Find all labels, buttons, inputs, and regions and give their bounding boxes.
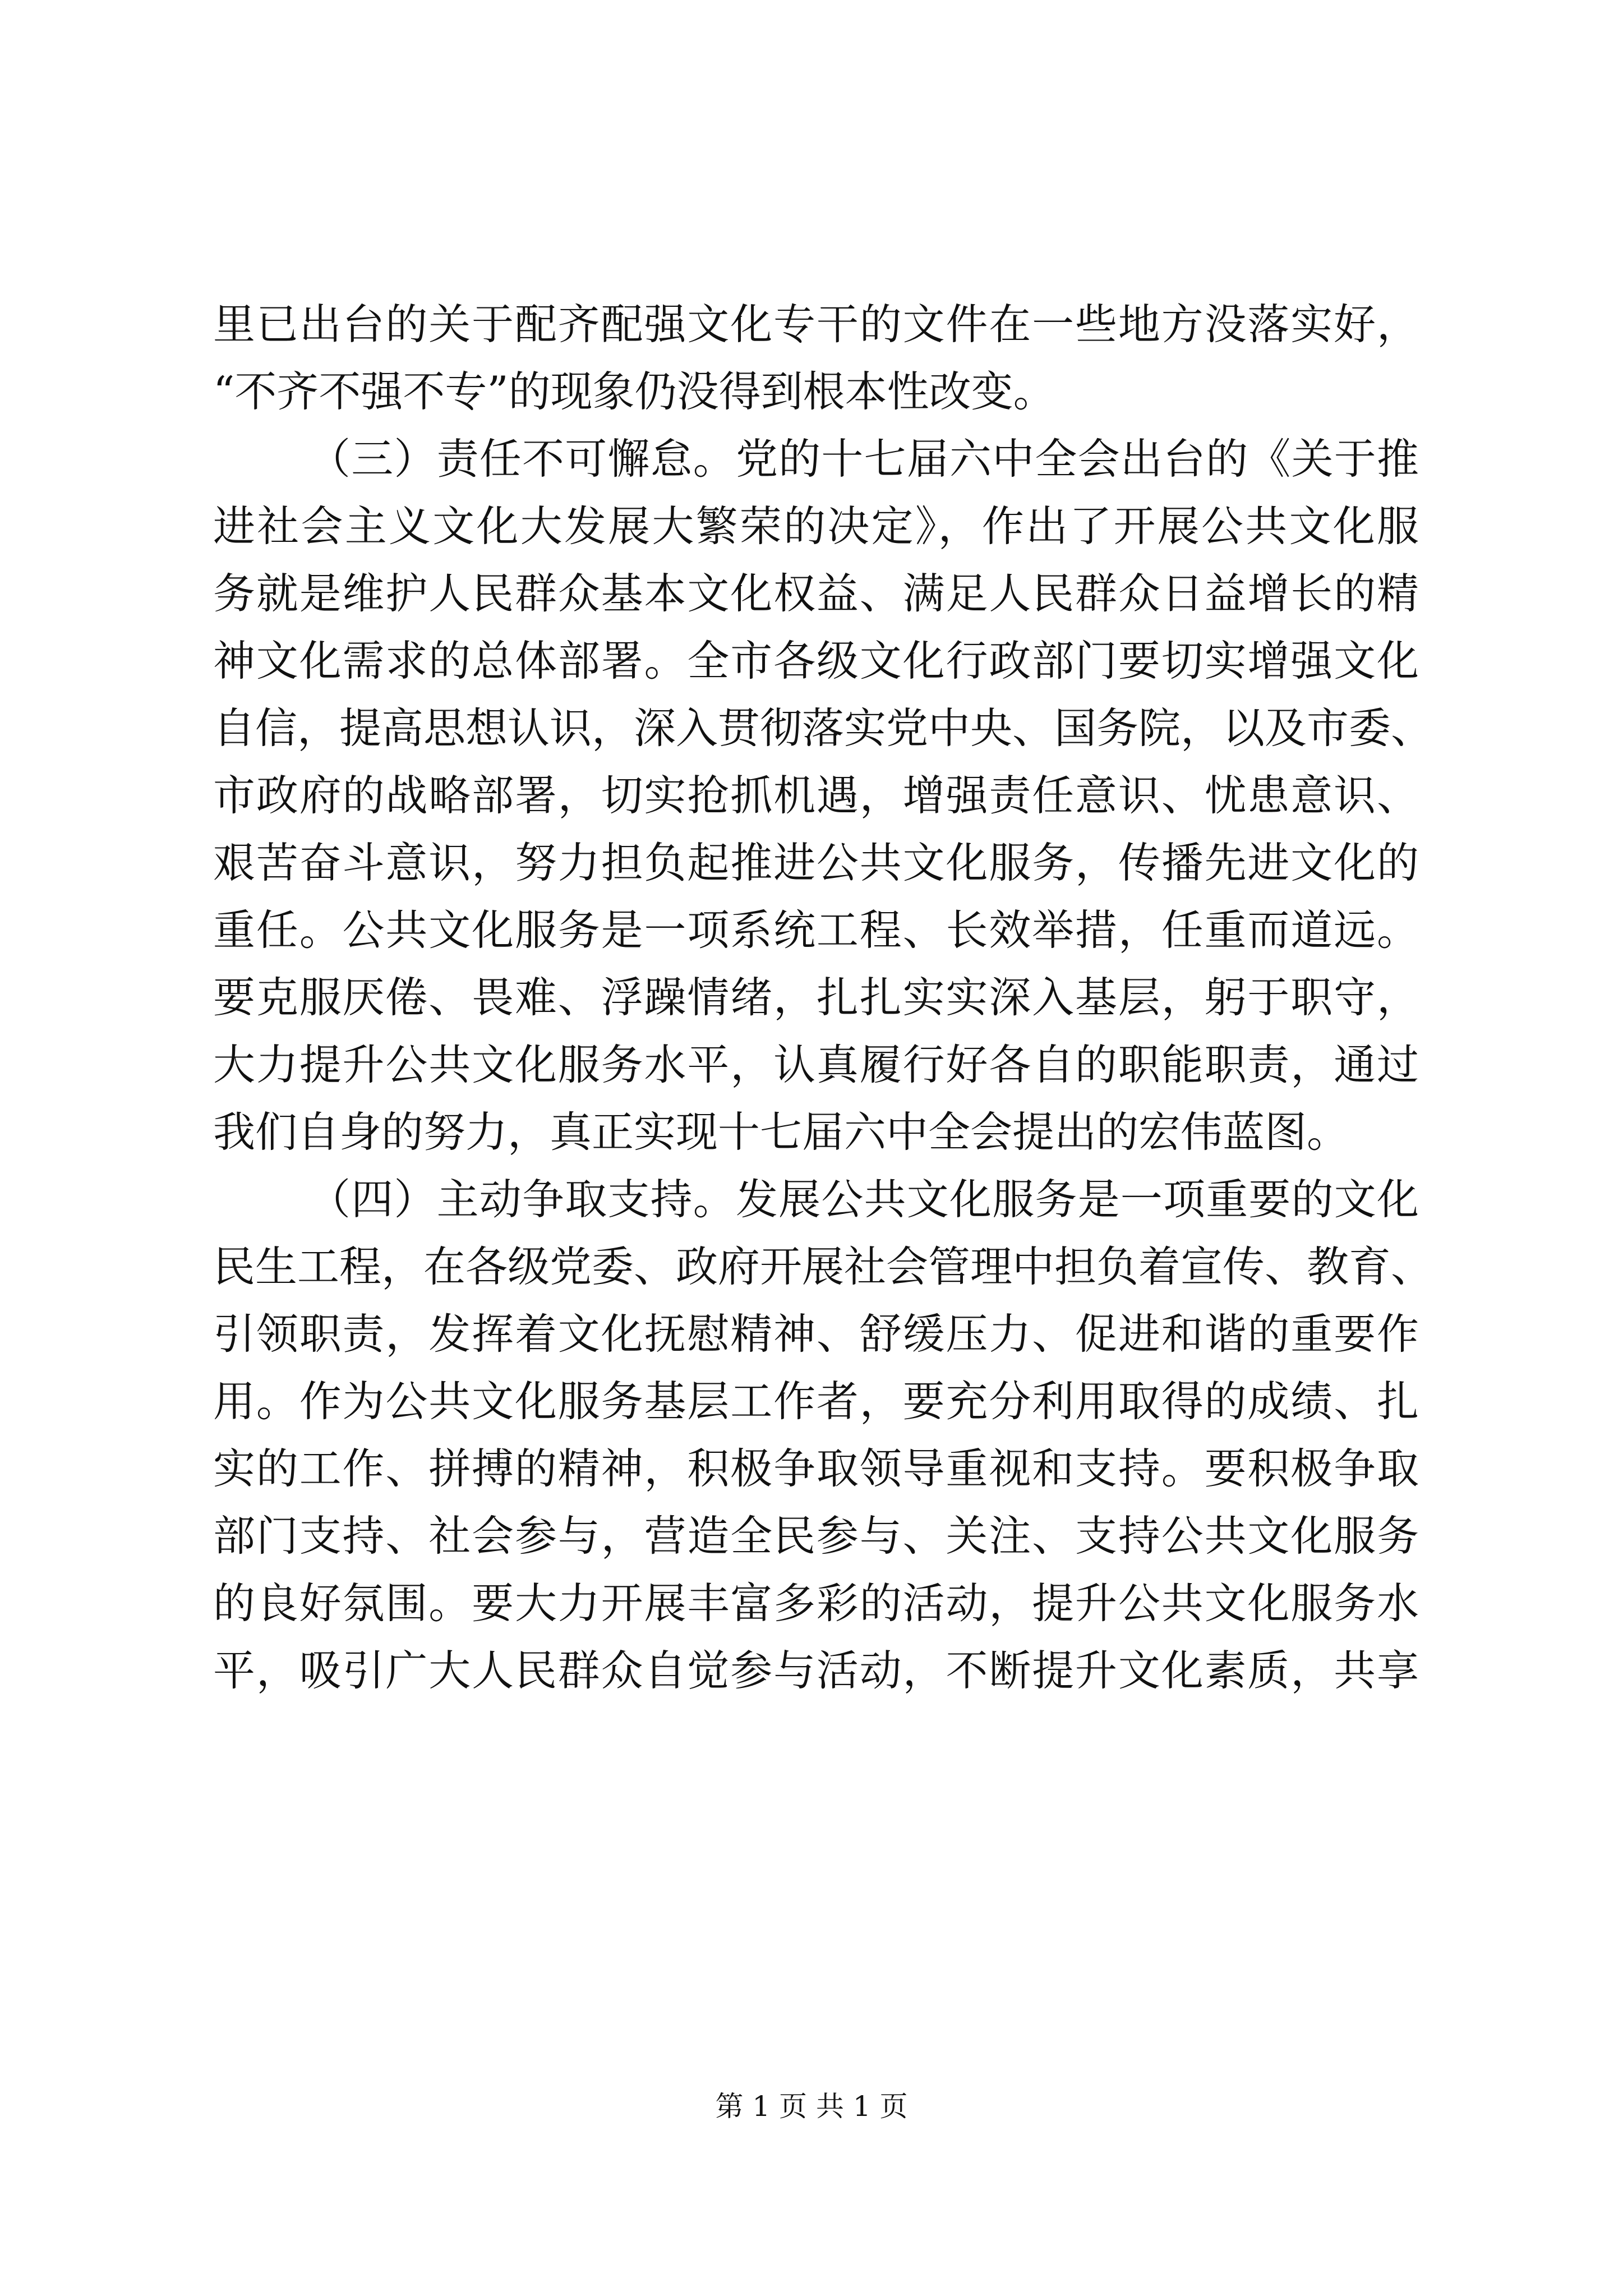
- text-line: 用。作为公共文化服务基层工作者，要充分利用取得的成绩、扎: [213, 1377, 1419, 1426]
- text-line: 部门支持、社会参与，营造全民参与、关注、支持公共文化服务: [213, 1511, 1419, 1561]
- text-line: 自信，提高思想认识，深入贯彻落实党中央、国务院，以及市委、: [213, 703, 1433, 753]
- text-line: 神文化需求的总体部署。全市各级文化行政部门要切实增强文化: [213, 636, 1419, 685]
- paragraph-heading-line: （四）主动争取支持。发展公共文化服务是一项重要的文化: [308, 1175, 1419, 1224]
- paragraph-heading-line: （三）责任不可懈怠。党的十七届六中全会出台的《关于推: [308, 434, 1419, 484]
- text-line: 重任。公共文化服务是一项系统工程、长效举措，任重而道远。: [213, 905, 1419, 955]
- page-footer: 第 1 页 共 1 页: [715, 2090, 908, 2123]
- text-line: 实的工作、拼搏的精神，积极争取领导重视和支持。要积极争取: [213, 1444, 1419, 1493]
- text-line: 进社会主义文化大发展大繁荣的决定》，作出了开展公共文化服: [213, 501, 1419, 551]
- text-line: “不齐不强不专”的现象仍没得到根本性改变。: [213, 367, 1055, 416]
- text-line: 市政府的战略部署，切实抢抓机遇，增强责任意识、忧患意识、: [213, 771, 1419, 820]
- text-line: 引领职责，发挥着文化抚慰精神、舒缓压力、促进和谐的重要作: [213, 1309, 1419, 1359]
- text-line: 要克服厌倦、畏难、浮躁情绪，扎扎实实深入基层，躬于职守，: [213, 973, 1419, 1022]
- text-line: 大力提升公共文化服务水平，认真履行好各自的职能职责，通过: [213, 1040, 1419, 1089]
- text-line: 我们自身的努力，真正实现十七届六中全会提出的宏伟蓝图。: [213, 1107, 1349, 1157]
- text-line: 的良好氛围。要大力开展丰富多彩的活动，提升公共文化服务水: [213, 1579, 1419, 1628]
- text-line: 艰苦奋斗意识，努力担负起推进公共文化服务，传播先进文化的: [213, 838, 1419, 887]
- text-line: 里已出台的关于配齐配强文化专干的文件在一些地方没落实好，: [213, 300, 1419, 349]
- text-line: 平，吸引广大人民群众自觉参与活动，不断提升文化素质，共享: [213, 1646, 1419, 1695]
- text-line: 务就是维护人民群众基本文化权益、满足人民群众日益增长的精: [213, 569, 1419, 618]
- text-line: 民生工程，在各级党委、政府开展社会管理中担负着宣传、教育、: [213, 1242, 1433, 1291]
